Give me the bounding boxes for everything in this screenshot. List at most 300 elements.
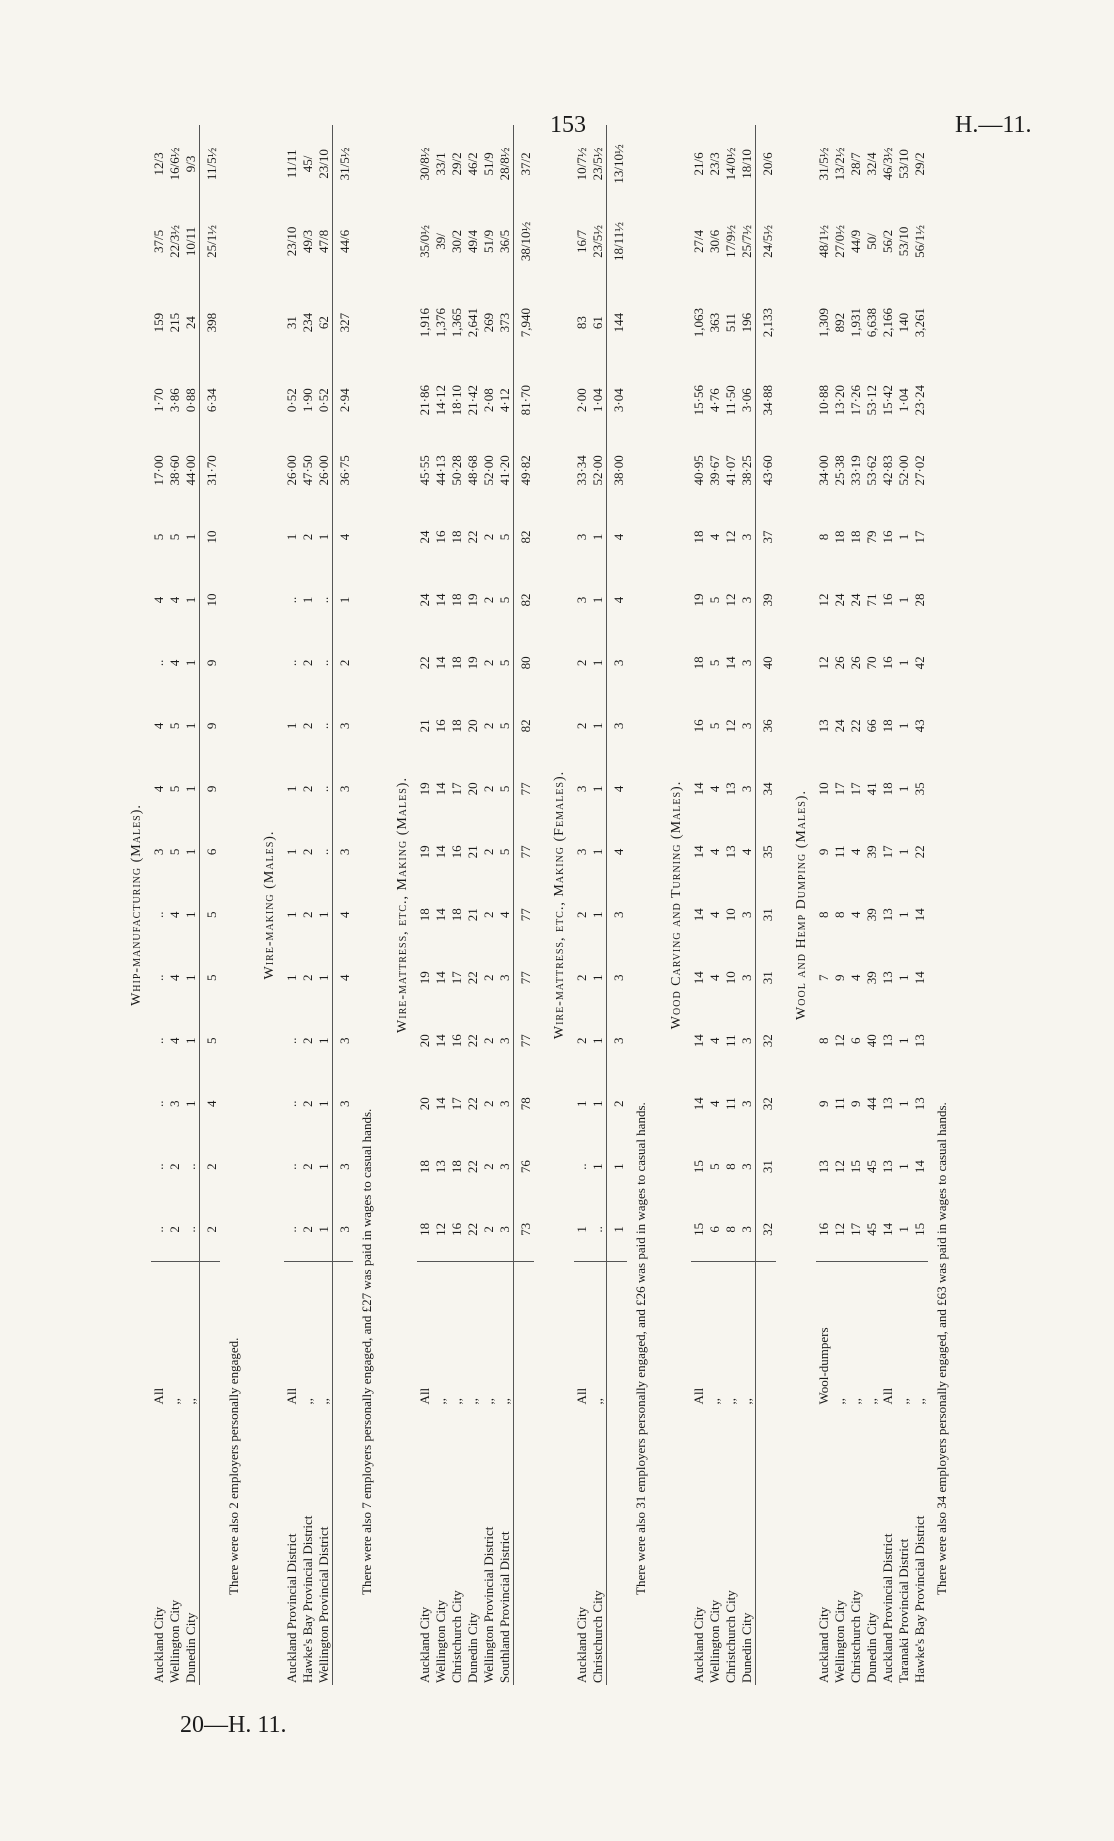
- value-cell: 19: [465, 593, 480, 607]
- value-cell: 1: [896, 1100, 911, 1107]
- value-cell: 44·00: [183, 455, 198, 486]
- value-cell: 3: [574, 848, 589, 856]
- value-cell: 22: [465, 1034, 480, 1048]
- value-cell: 23/10: [316, 149, 331, 179]
- value-cell: 44/9: [848, 229, 863, 254]
- value-cell: ..: [284, 659, 299, 667]
- total-cell: 34·88: [756, 365, 777, 435]
- value-cell: 8: [723, 1226, 738, 1233]
- value-cell: 49/4: [465, 229, 480, 254]
- value-cell: ..: [151, 1100, 166, 1107]
- value-cell: 159: [151, 312, 166, 333]
- value-cell: 42·83: [880, 455, 895, 486]
- total-cell: 4: [333, 505, 354, 568]
- occupation-cell: ,,: [739, 1261, 756, 1406]
- value-cell: ..: [151, 974, 166, 981]
- value-cell: 14: [433, 1097, 448, 1111]
- value-cell: 42: [912, 656, 927, 670]
- value-cell: 3: [497, 1163, 512, 1170]
- value-cell: 3·86: [167, 388, 182, 413]
- value-cell: 52·00: [481, 455, 496, 486]
- occupation-cell: ,,: [832, 1261, 848, 1406]
- value-cell: 16: [691, 719, 706, 733]
- value-cell: 1: [284, 722, 299, 730]
- value-cell: 3: [574, 785, 589, 793]
- value-cell: 18: [832, 530, 847, 544]
- total-cell: 80: [514, 631, 535, 694]
- value-cell: 14: [723, 656, 738, 670]
- value-cell: 2: [300, 1100, 315, 1107]
- value-cell: 14: [433, 971, 448, 985]
- total-cell: 3: [333, 820, 354, 883]
- value-cell: 2: [167, 1226, 182, 1233]
- occupation-cell: All: [574, 1261, 590, 1406]
- value-cell: 14: [691, 1097, 706, 1111]
- table-row: [574, 125, 590, 1685]
- occupation-cell: ,,: [590, 1261, 607, 1406]
- value-cell: 5: [707, 596, 722, 604]
- value-cell: 23/5½: [590, 225, 605, 258]
- total-cell: 4: [200, 1072, 221, 1135]
- location-cell: Wellington Provincial District: [481, 1526, 496, 1683]
- section-note: There were also 34 employers personally engaged, and £63 was paid in wages to casual hands.: [934, 1102, 949, 1595]
- occupation-cell: All: [417, 1261, 433, 1406]
- value-cell: 1: [574, 1226, 589, 1233]
- table-section: [262, 125, 377, 1685]
- value-cell: 27/0½: [832, 225, 847, 258]
- total-cell: 3: [333, 1072, 354, 1135]
- value-cell: 3: [739, 533, 754, 541]
- value-cell: 8: [816, 1037, 831, 1044]
- value-cell: 24: [417, 593, 432, 607]
- total-row: [756, 125, 777, 1685]
- table-row: [417, 125, 433, 1685]
- location-cell: Wellington Provincial District: [316, 1526, 331, 1683]
- value-cell: 5: [167, 848, 182, 856]
- table-row: [816, 125, 832, 1685]
- value-cell: ..: [151, 1163, 166, 1170]
- value-cell: 18: [417, 1160, 432, 1174]
- value-cell: 26: [832, 656, 847, 670]
- value-cell: 3: [497, 974, 512, 981]
- value-cell: 26·00: [316, 455, 331, 486]
- total-cell: 77: [514, 883, 535, 946]
- value-cell: 2: [481, 596, 496, 604]
- value-cell: 5: [167, 785, 182, 793]
- location-cell: Wellington City: [707, 1599, 722, 1683]
- value-cell: 28: [912, 593, 927, 607]
- total-row: [514, 125, 535, 1685]
- total-cell: 43·60: [756, 435, 777, 505]
- section-title: Wire-mattress, etc., Making (Females).: [552, 770, 567, 1040]
- value-cell: 9: [816, 1100, 831, 1107]
- value-cell: 53/10: [896, 149, 911, 179]
- value-cell: 12: [816, 593, 831, 607]
- value-cell: 2: [574, 722, 589, 730]
- value-cell: 22/3½: [167, 225, 182, 258]
- value-cell: ..: [151, 659, 166, 667]
- value-cell: 3: [739, 1163, 754, 1170]
- value-cell: 13: [433, 1160, 448, 1174]
- value-cell: 1: [896, 1226, 911, 1233]
- value-cell: 9/3: [183, 155, 198, 173]
- value-cell: 1: [896, 659, 911, 667]
- value-cell: 1: [316, 911, 331, 919]
- value-cell: 1: [590, 1100, 605, 1107]
- table-row: [183, 125, 200, 1685]
- value-cell: 21/6: [691, 152, 706, 176]
- value-cell: 13: [880, 1160, 895, 1174]
- table-section: [794, 125, 952, 1685]
- occupation-cell: ,,: [167, 1261, 183, 1406]
- occupation-cell: ,,: [316, 1261, 333, 1406]
- total-cell: 6: [200, 820, 221, 883]
- occupation-cell: All: [284, 1261, 300, 1406]
- total-cell: 3·04: [607, 365, 628, 435]
- value-cell: 14: [691, 782, 706, 796]
- location-cell: Auckland Provincial District: [880, 1533, 895, 1683]
- value-cell: 4: [707, 974, 722, 981]
- section-title: Wood Carving and Turning (Males).: [669, 780, 684, 1030]
- value-cell: 16: [449, 845, 464, 859]
- value-cell: 31/5½: [816, 147, 831, 181]
- value-cell: 16/7: [574, 229, 589, 254]
- value-cell: 3: [497, 1037, 512, 1044]
- table-row: [465, 125, 481, 1685]
- value-cell: 16: [449, 1222, 464, 1236]
- blank-cell: [607, 1261, 628, 1406]
- value-cell: 28/7: [848, 152, 863, 176]
- value-cell: 49/3: [300, 229, 315, 254]
- value-cell: 1: [574, 1100, 589, 1107]
- value-cell: 8: [816, 533, 831, 541]
- value-cell: 70: [864, 656, 879, 670]
- total-cell: 1: [333, 568, 354, 631]
- value-cell: 1: [590, 533, 605, 541]
- table-section: [129, 125, 244, 1685]
- total-cell: 38·00: [607, 435, 628, 505]
- total-cell: 2,133: [756, 280, 777, 365]
- value-cell: 17: [832, 782, 847, 796]
- value-cell: 0·52: [284, 388, 299, 413]
- table-section: [669, 125, 776, 1685]
- value-cell: 2·08: [481, 388, 496, 413]
- value-cell: 30/6: [707, 229, 722, 254]
- value-cell: 22: [417, 656, 432, 670]
- value-cell: 13·20: [832, 384, 847, 416]
- value-cell: 4: [167, 911, 182, 919]
- value-cell: 18: [449, 1160, 464, 1174]
- occupation-cell: ,,: [449, 1261, 465, 1406]
- table-row: [848, 125, 864, 1685]
- value-cell: 41·07: [723, 455, 738, 486]
- report-reference: H.—11.: [955, 112, 1032, 138]
- value-cell: 1·04: [896, 388, 911, 413]
- total-cell: 25/1½: [200, 203, 221, 281]
- value-cell: 71: [864, 593, 879, 607]
- total-cell: 37/2: [514, 125, 535, 203]
- total-cell: 6·34: [200, 365, 221, 435]
- value-cell: ..: [590, 1226, 605, 1233]
- value-cell: 22: [465, 971, 480, 985]
- value-cell: 13: [723, 782, 738, 796]
- value-cell: ..: [284, 1100, 299, 1107]
- value-cell: 2: [574, 911, 589, 919]
- value-cell: 4: [151, 722, 166, 730]
- total-cell: 10: [200, 505, 221, 568]
- value-cell: ..: [151, 911, 166, 919]
- value-cell: 24: [183, 316, 198, 330]
- occupation-cell: ,,: [912, 1261, 928, 1406]
- value-cell: 13: [880, 971, 895, 985]
- value-cell: 4: [848, 974, 863, 981]
- value-cell: 5: [497, 596, 512, 604]
- value-cell: 2·00: [574, 388, 589, 413]
- value-cell: 39: [864, 845, 879, 859]
- value-cell: 19: [417, 971, 432, 985]
- total-cell: 36·75: [333, 435, 354, 505]
- total-cell: 73: [514, 1198, 535, 1261]
- value-cell: 20: [465, 719, 480, 733]
- value-cell: 5: [497, 848, 512, 856]
- total-cell: 10: [200, 568, 221, 631]
- value-cell: 14: [912, 908, 927, 922]
- value-cell: 6: [848, 1037, 863, 1044]
- value-cell: 25·38: [832, 455, 847, 486]
- total-row: [607, 125, 628, 1685]
- value-cell: 22: [465, 530, 480, 544]
- value-cell: 19: [417, 782, 432, 796]
- value-cell: 4·12: [497, 388, 512, 413]
- location-cell: Auckland Provincial District: [284, 1533, 299, 1683]
- value-cell: 3: [739, 785, 754, 793]
- wage-table: [691, 125, 776, 1685]
- total-cell: 3: [607, 1009, 628, 1072]
- value-cell: 3: [167, 1100, 182, 1107]
- total-cell: 78: [514, 1072, 535, 1135]
- value-cell: 13: [880, 908, 895, 922]
- value-cell: 46/3½: [880, 147, 895, 181]
- value-cell: 1: [590, 722, 605, 730]
- value-cell: 39/: [433, 233, 448, 250]
- total-cell: 82: [514, 505, 535, 568]
- total-cell: 2: [200, 1135, 221, 1198]
- value-cell: 3: [574, 596, 589, 604]
- value-cell: 17/9½: [723, 225, 738, 258]
- total-cell: 2: [333, 631, 354, 694]
- total-cell: 4: [607, 820, 628, 883]
- value-cell: 16: [816, 1222, 831, 1236]
- value-cell: 27/4: [691, 229, 706, 254]
- value-cell: 17: [912, 530, 927, 544]
- location-cell: Christchurch City: [590, 1590, 605, 1683]
- value-cell: 38·60: [167, 455, 182, 486]
- value-cell: 36/5: [497, 229, 512, 254]
- value-cell: 269: [481, 312, 496, 333]
- total-cell: 7,940: [514, 280, 535, 365]
- value-cell: 18: [449, 719, 464, 733]
- value-cell: 13: [880, 1097, 895, 1111]
- value-cell: 12/3: [151, 152, 166, 176]
- value-cell: 50·28: [449, 455, 464, 486]
- value-cell: 1: [896, 533, 911, 541]
- table-row: [167, 125, 183, 1685]
- value-cell: 2: [481, 911, 496, 919]
- value-cell: 1,376: [433, 308, 448, 338]
- value-cell: 15: [848, 1160, 863, 1174]
- value-cell: 13: [912, 1097, 927, 1111]
- total-cell: 5: [200, 883, 221, 946]
- value-cell: 16: [880, 593, 895, 607]
- value-cell: 18: [691, 656, 706, 670]
- value-cell: 1: [896, 1163, 911, 1170]
- value-cell: 16: [880, 530, 895, 544]
- total-cell: 144: [607, 280, 628, 365]
- total-cell: 32: [756, 1198, 777, 1261]
- occupation-cell: ,,: [896, 1261, 912, 1406]
- total-cell: 4: [333, 883, 354, 946]
- location-cell: Auckland City: [691, 1606, 706, 1683]
- occupation-cell: ,,: [723, 1261, 739, 1406]
- location-cell: Southland Provincial District: [497, 1531, 512, 1683]
- value-cell: ..: [316, 659, 331, 667]
- value-cell: 17·26: [848, 384, 863, 416]
- value-cell: 4: [167, 596, 182, 604]
- location-cell: Dunedin City: [465, 1612, 480, 1683]
- value-cell: 16: [433, 719, 448, 733]
- value-cell: 10: [723, 908, 738, 922]
- value-cell: 7: [816, 974, 831, 981]
- value-cell: 13: [880, 1034, 895, 1048]
- value-cell: 22: [465, 1097, 480, 1111]
- location-cell: Hawke's Bay Provincial District: [912, 1515, 927, 1683]
- value-cell: 45: [864, 1222, 879, 1236]
- table-row: [864, 125, 880, 1685]
- value-cell: ..: [316, 848, 331, 856]
- blank-cell: [756, 1261, 777, 1406]
- value-cell: 30/2: [449, 229, 464, 254]
- table-row: [912, 125, 928, 1685]
- value-cell: 2: [481, 1100, 496, 1107]
- value-cell: 1: [183, 1100, 198, 1107]
- value-cell: 24: [417, 530, 432, 544]
- value-cell: 5: [167, 722, 182, 730]
- occupation-cell: Wool-dumpers: [816, 1261, 832, 1406]
- occupation-cell: ,,: [497, 1261, 514, 1406]
- table-row: [832, 125, 848, 1685]
- value-cell: 1: [590, 596, 605, 604]
- total-cell: 37: [756, 505, 777, 568]
- value-cell: 15: [912, 1222, 927, 1236]
- value-cell: 14/0½: [723, 147, 738, 181]
- total-cell: 3: [607, 946, 628, 1009]
- total-cell: 49·82: [514, 435, 535, 505]
- value-cell: 11: [723, 1097, 738, 1110]
- total-cell: 13/10½: [607, 125, 628, 203]
- value-cell: 14: [433, 593, 448, 607]
- value-cell: 1,063: [691, 308, 706, 338]
- total-cell: 20/6: [756, 125, 777, 203]
- value-cell: 4: [497, 911, 512, 919]
- table-row: [896, 125, 912, 1685]
- total-cell: 34: [756, 757, 777, 820]
- total-cell: 32: [756, 1009, 777, 1072]
- value-cell: 17: [449, 971, 464, 985]
- value-cell: 14: [880, 1222, 895, 1236]
- value-cell: 38·25: [739, 455, 754, 486]
- value-cell: 6,638: [864, 308, 879, 338]
- value-cell: 17·00: [151, 455, 166, 486]
- value-cell: 234: [300, 312, 315, 333]
- total-cell: 76: [514, 1135, 535, 1198]
- value-cell: 15: [691, 1160, 706, 1174]
- value-cell: 11/11: [284, 149, 299, 179]
- value-cell: 14: [912, 971, 927, 985]
- value-cell: 1: [300, 596, 315, 604]
- value-cell: 66: [864, 719, 879, 733]
- value-cell: 2,166: [880, 308, 895, 338]
- value-cell: 10/7½: [574, 147, 589, 181]
- table-row: [433, 125, 449, 1685]
- value-cell: 2,641: [465, 308, 480, 338]
- value-cell: 48/1½: [816, 225, 831, 258]
- blank-cell: [607, 1406, 628, 1685]
- value-cell: 2: [300, 722, 315, 730]
- location-cell: Wellington City: [433, 1599, 448, 1683]
- value-cell: 25/7½: [739, 225, 754, 258]
- value-cell: 83: [574, 316, 589, 330]
- value-cell: 18·10: [449, 384, 464, 416]
- value-cell: 51/9: [481, 229, 496, 254]
- value-cell: 2: [167, 1163, 182, 1170]
- value-cell: 22: [912, 845, 927, 859]
- total-cell: 1: [607, 1135, 628, 1198]
- value-cell: 3·06: [739, 388, 754, 413]
- value-cell: 2: [481, 974, 496, 981]
- value-cell: 1: [183, 1037, 198, 1044]
- table-row: [284, 125, 300, 1685]
- value-cell: 2: [300, 974, 315, 981]
- total-cell: 9: [200, 694, 221, 757]
- total-cell: 4: [333, 946, 354, 1009]
- value-cell: 21: [417, 719, 432, 733]
- value-cell: 4: [167, 1037, 182, 1044]
- total-cell: 3: [333, 1135, 354, 1198]
- total-cell: 77: [514, 1009, 535, 1072]
- location-cell: Christchurch City: [449, 1590, 464, 1683]
- location-cell: Taranaki Provincial District: [896, 1538, 911, 1683]
- value-cell: 14: [691, 1034, 706, 1048]
- section-title: Wire-mattress, etc., Making (Males).: [395, 777, 410, 1033]
- value-cell: 19: [691, 593, 706, 607]
- value-cell: 1: [316, 533, 331, 541]
- value-cell: 16: [433, 530, 448, 544]
- occupation-cell: All: [691, 1261, 707, 1406]
- value-cell: 1,365: [449, 308, 464, 338]
- value-cell: 31: [284, 316, 299, 330]
- value-cell: 22: [848, 719, 863, 733]
- value-cell: 33/1: [433, 152, 448, 176]
- value-cell: 2: [574, 659, 589, 667]
- value-cell: 56/2: [880, 229, 895, 254]
- value-cell: 11: [832, 845, 847, 859]
- total-row: [200, 125, 221, 1685]
- value-cell: 23/10: [284, 226, 299, 257]
- total-cell: 9: [200, 631, 221, 694]
- wage-table: [284, 125, 353, 1685]
- value-cell: 24: [832, 593, 847, 607]
- value-cell: 14: [691, 908, 706, 922]
